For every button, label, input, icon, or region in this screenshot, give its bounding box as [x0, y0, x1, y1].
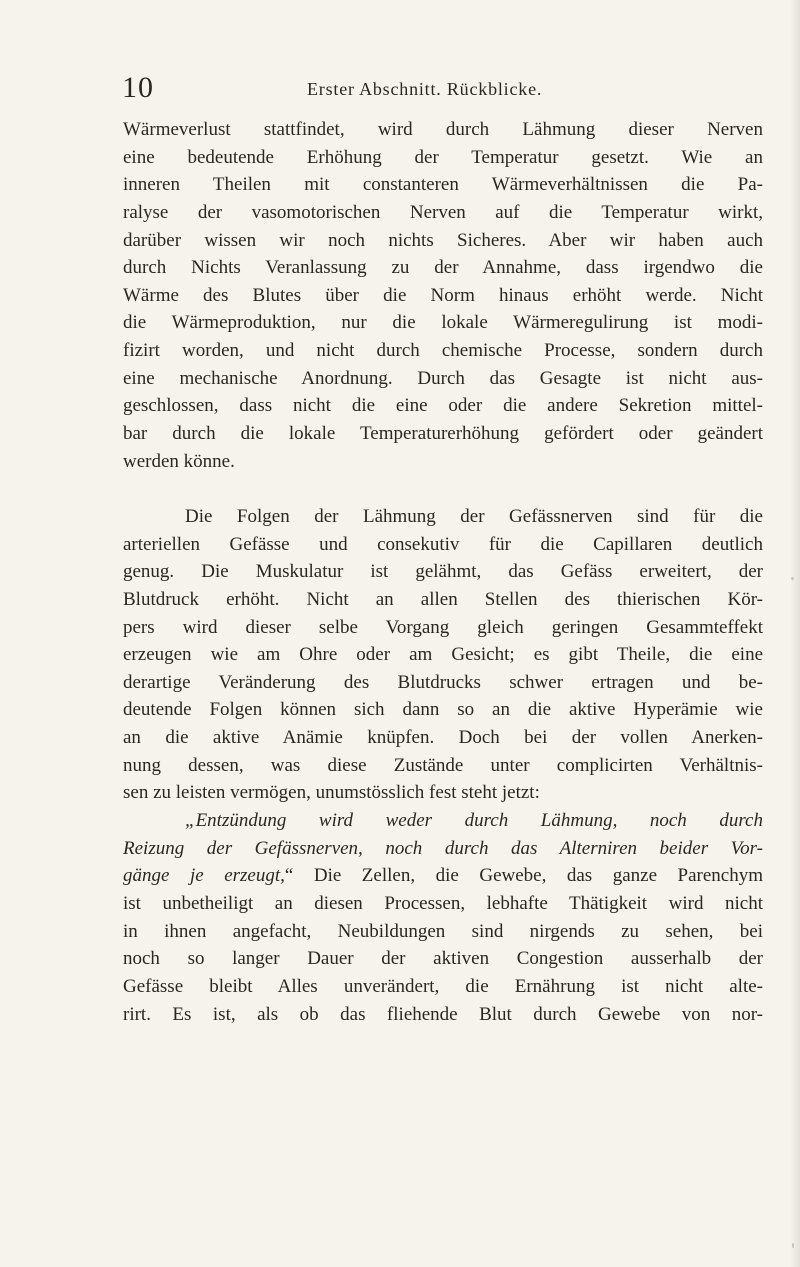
text-line: derartige Veränderung des Blutdrucks schwer ertragen und be- — [123, 671, 763, 693]
text-line-emphasis: „Entzündung wird weder durch Lähmung, noch durch — [185, 810, 763, 832]
plain-text: “ Die Zellen, die Gewebe, das ganze Parenchym — [284, 865, 763, 887]
text-line: genug. Die Muskulatur ist gelähmt, das Gefäss erweitert, der — [123, 561, 763, 583]
text-line: deutende Folgen können sich dann so an die aktive Hyperämie wie — [123, 699, 763, 721]
paragraph-gap — [123, 475, 763, 503]
text-line: eine bedeutende Erhöhung der Temperatur gesetzt. Wie an — [123, 146, 763, 168]
text-line: Gefässe bleibt Alles unverändert, die Ernährung ist nicht alte- — [123, 975, 763, 997]
text-line-mixed — [123, 862, 763, 890]
running-head: Erster Abschnitt. Rückblicke. — [307, 79, 543, 99]
text-line: sen zu leisten vermögen, unumstösslich fest steht jetzt: — [123, 782, 540, 804]
text-line: ralyse der vasomotorischen Nerven auf die Temperatur wirkt, — [123, 201, 763, 223]
text-line: werden könne. — [123, 450, 235, 472]
text-line: inneren Theilen mit constanteren Wärmeverhältnissen die Pa- — [123, 174, 763, 196]
text-line: fizirt worden, und nicht durch chemische Processe, sondern durch — [123, 340, 763, 362]
text-line: Wärmeverlust stattfindet, wird durch Lähmung dieser Nerven — [123, 119, 763, 140]
text-line: rirt. Es ist, als ob das fliehende Blut durch Gewebe von nor- — [123, 1003, 763, 1025]
text-line: arteriellen Gefässe und consekutiv für die Capillaren deutlich — [123, 533, 763, 555]
text-line: nung dessen, was diese Zustände unter complicirten Verhältnis- — [123, 754, 763, 776]
page-number: 10 — [122, 71, 154, 104]
text-line: darüber wissen wir noch nichts Sicheres. Aber wir haben auch — [123, 229, 763, 251]
paper-speck — [791, 577, 794, 580]
page-header — [122, 70, 762, 110]
text-line: ist unbetheiligt an diesen Processen, lebhafte Thätigkeit wird nicht — [123, 892, 763, 914]
text-line: bar durch die lokale Temperaturerhöhung gefördert oder geändert — [123, 423, 763, 445]
paper-speck — [792, 1243, 794, 1248]
text-line: noch so langer Dauer der aktiven Congestion ausserhalb der — [123, 948, 763, 970]
text-line: die Wärmeproduktion, nur die lokale Wärmeregulirung ist modi- — [123, 312, 763, 334]
text-line: eine mechanische Anordnung. Durch das Gesagte ist nicht aus- — [123, 367, 763, 389]
text-line: Die Folgen der Lähmung der Gefässnerven sind für die — [185, 505, 763, 527]
text-line: pers wird dieser selbe Vorgang gleich geringen Gesammteffekt — [123, 616, 763, 638]
text-line: durch Nichts Veranlassung zu der Annahme, dass irgendwo die — [123, 257, 763, 279]
text-line: geschlossen, dass nicht die eine oder die andere Sekretion mittel- — [123, 395, 763, 417]
text-line: erzeugen wie am Ohre oder am Gesicht; es gibt Theile, die eine — [123, 644, 763, 666]
text-line: Blutdruck erhöht. Nicht an allen Stellen des thierischen Kör- — [123, 588, 763, 610]
body-text — [123, 116, 763, 1028]
text-line: Wärme des Blutes über die Norm hinaus erhöht werde. Nicht — [123, 284, 763, 306]
text-line: in ihnen angefacht, Neubildungen sind nirgends zu sehen, bei — [123, 920, 763, 942]
text-line: an die aktive Anämie knüpfen. Doch bei der vollen Anerken- — [123, 727, 763, 749]
emphasis-text: gänge je erzeugt, — [123, 865, 285, 887]
page-edge-shadow — [790, 0, 800, 1267]
text-line-emphasis: Reizung der Gefässnerven, noch durch das Alterniren beider Vor- — [123, 837, 763, 859]
